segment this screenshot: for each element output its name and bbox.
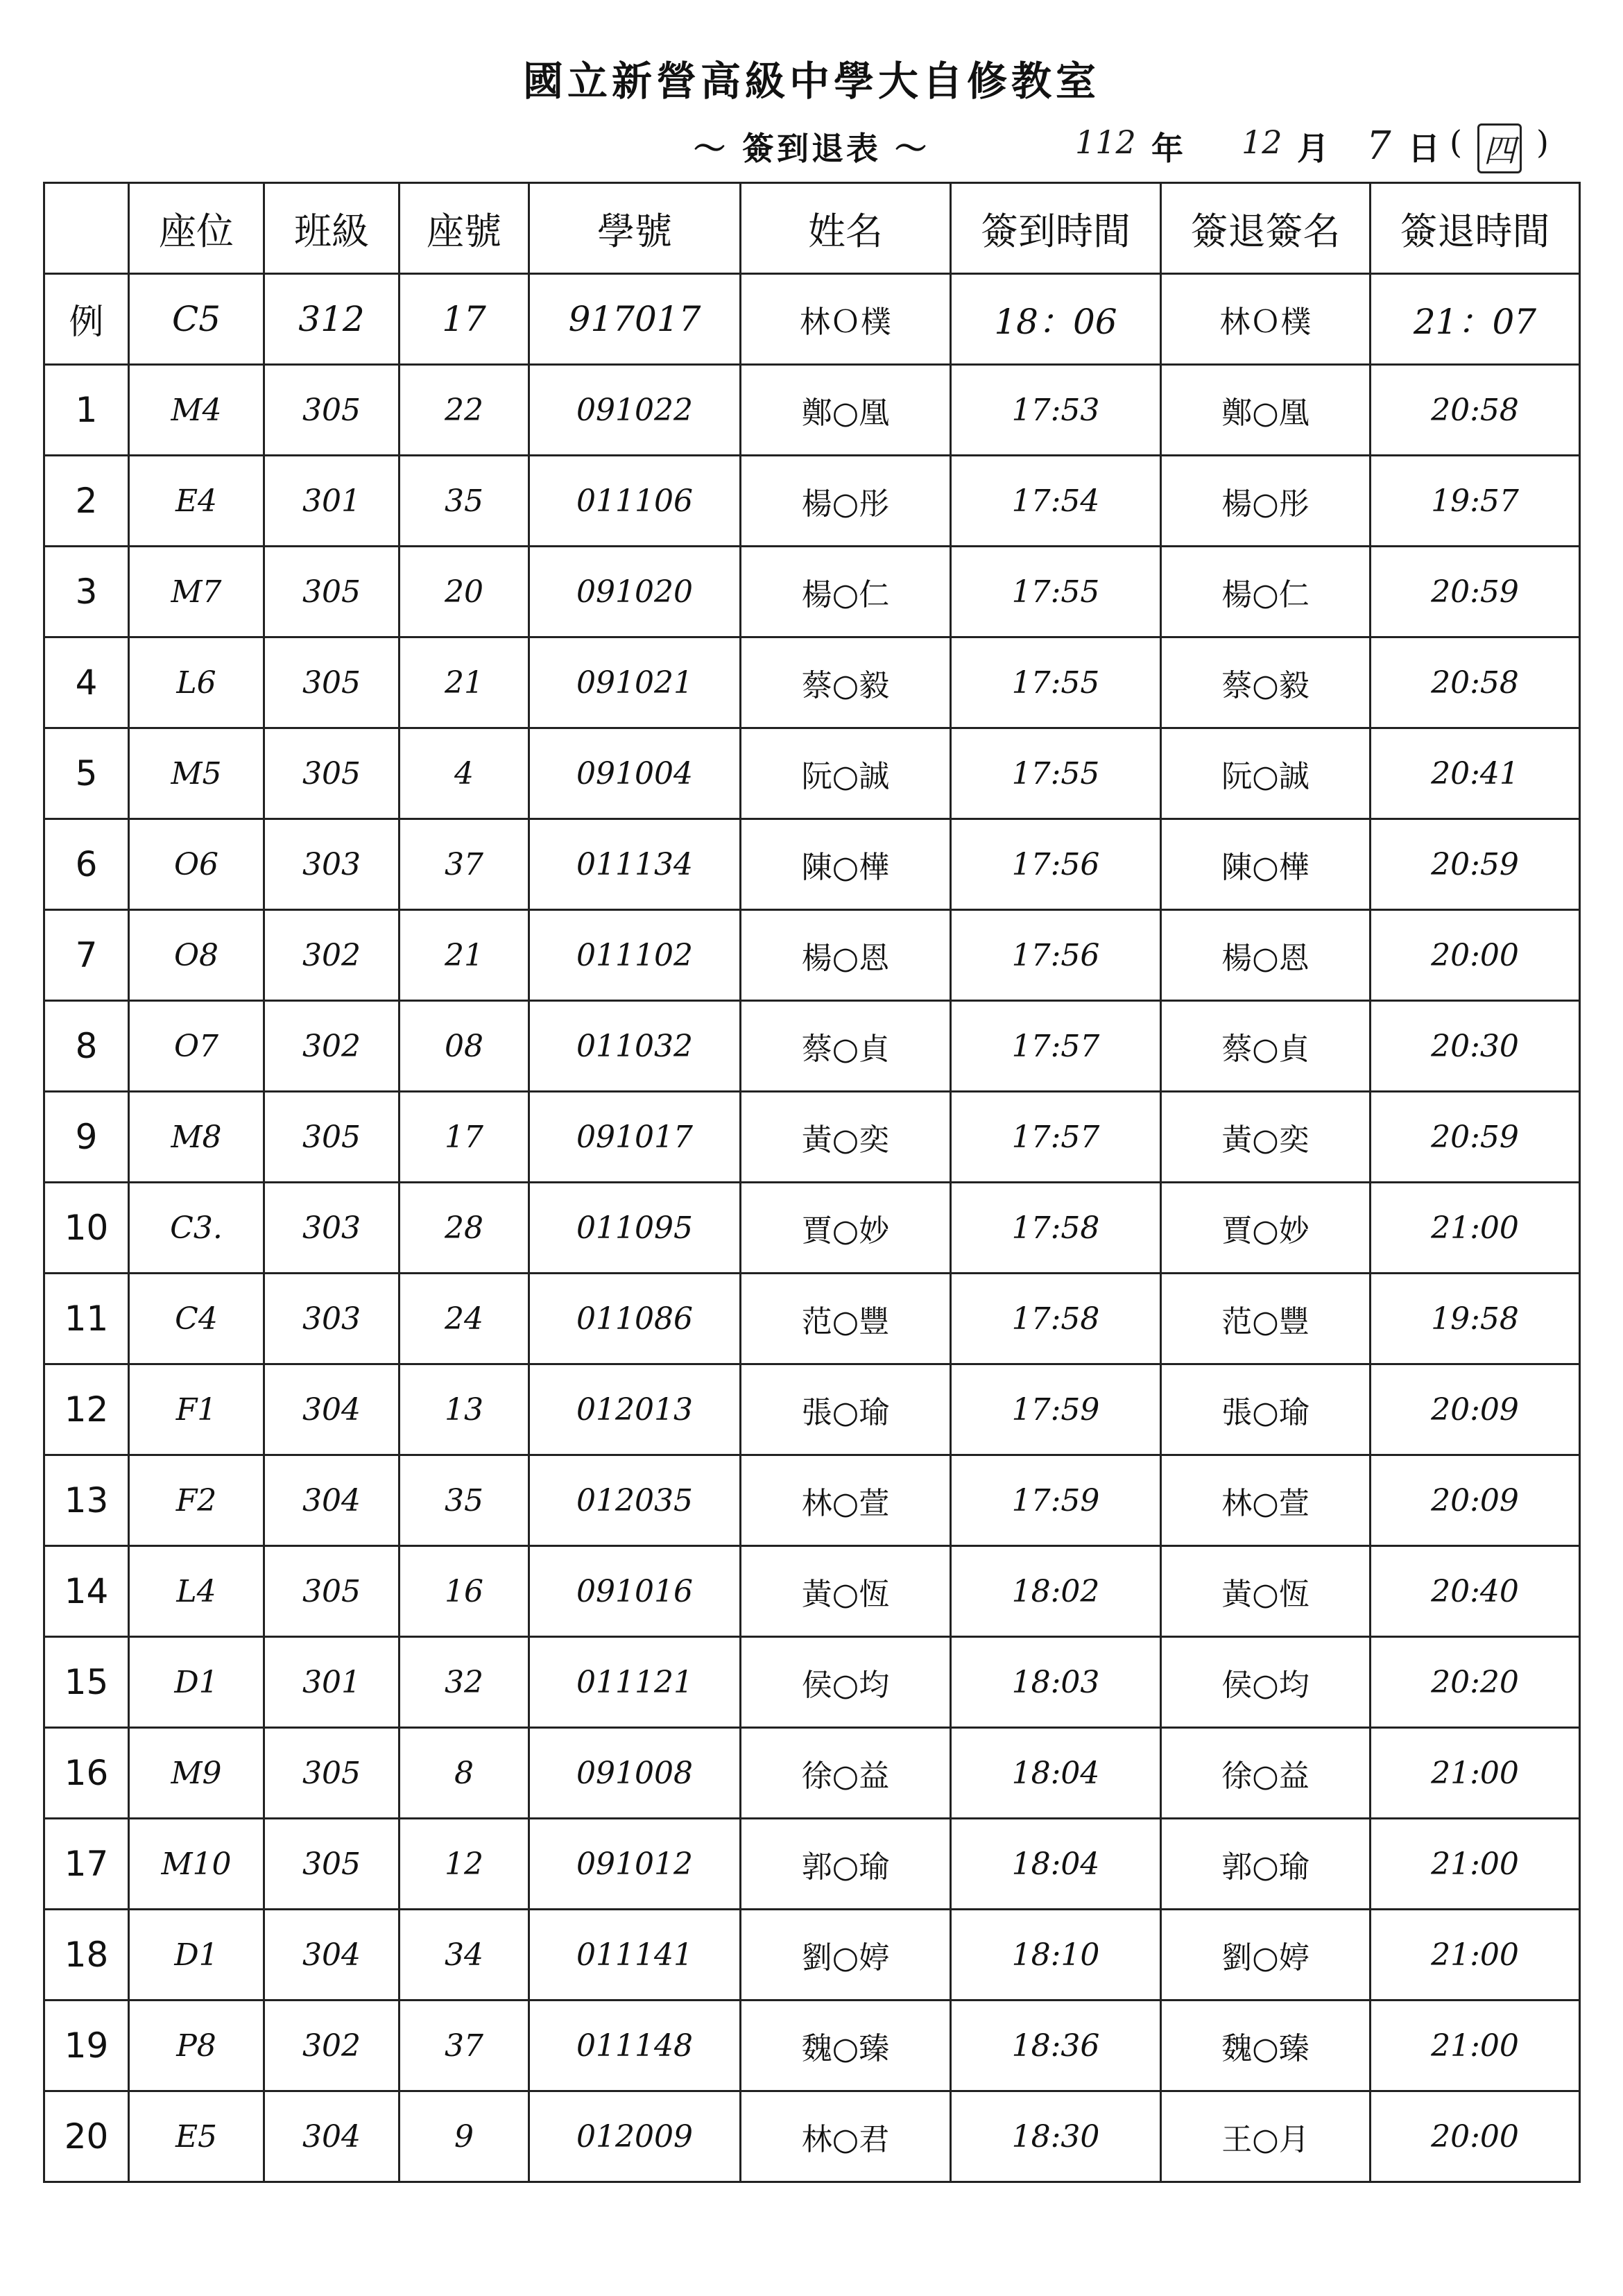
sign-in-time-cell: 17:59	[951, 1364, 1161, 1455]
date-month: 12	[1242, 123, 1282, 161]
table-row	[44, 819, 1580, 910]
table-row	[44, 1364, 1580, 1455]
name-cell: 黃○恆	[741, 1546, 951, 1637]
sign-out-signature-cell: 王○月	[1161, 2091, 1371, 2182]
name-cell: 劉○婷	[741, 1910, 951, 2001]
table-row	[44, 1183, 1580, 1274]
sign-out-time-cell: 20:40	[1371, 1546, 1580, 1637]
student-id-cell: 011121	[529, 1637, 741, 1728]
class-cell: 305	[264, 637, 400, 728]
name-cell: 楊○恩	[741, 910, 951, 1001]
row-number: 6	[44, 819, 129, 910]
student-id-cell: 917017	[529, 274, 741, 365]
seat-no-cell: 20	[400, 547, 529, 637]
row-number: 17	[44, 1819, 129, 1910]
weekday-close-paren: )	[1536, 123, 1549, 161]
sign-in-time-cell: 18:36	[951, 2001, 1161, 2091]
sign-out-signature-cell: 徐○益	[1161, 1728, 1371, 1819]
row-number: 11	[44, 1274, 129, 1364]
seat-no-cell: 4	[400, 728, 529, 819]
sign-in-time-cell: 17:55	[951, 637, 1161, 728]
sign-out-signature-cell: 林Ｏ樸	[1161, 274, 1371, 365]
sign-out-time-cell: 20:20	[1371, 1637, 1580, 1728]
sign-in-time-cell: 18:03	[951, 1637, 1161, 1728]
weekday-open-paren: (	[1450, 123, 1462, 161]
seat-cell: L4	[129, 1546, 264, 1637]
col-header-sign-out-signature: 簽退簽名	[1161, 183, 1371, 274]
seat-no-cell: 13	[400, 1364, 529, 1455]
sign-out-time-cell: 19:58	[1371, 1274, 1580, 1364]
class-cell: 304	[264, 1910, 400, 2001]
name-cell: 楊○仁	[741, 547, 951, 637]
sign-out-signature-cell: 賈○妙	[1161, 1183, 1371, 1274]
sign-out-signature-cell: 楊○恩	[1161, 910, 1371, 1001]
sign-out-time-cell: 20:41	[1371, 728, 1580, 819]
row-number: 8	[44, 1001, 129, 1092]
sign-out-signature-cell: 張○瑜	[1161, 1364, 1371, 1455]
sign-out-time-cell: 21：07	[1371, 274, 1580, 365]
sign-in-time-cell: 18:02	[951, 1546, 1161, 1637]
name-cell: 黃○奕	[741, 1092, 951, 1183]
sign-out-signature-cell: 黃○奕	[1161, 1092, 1371, 1183]
name-cell: 魏○臻	[741, 2001, 951, 2091]
student-id-cell: 011086	[529, 1274, 741, 1364]
seat-no-cell: 28	[400, 1183, 529, 1274]
sign-out-signature-cell: 范○豐	[1161, 1274, 1371, 1364]
sign-in-time-cell: 17:57	[951, 1092, 1161, 1183]
sign-in-time-cell: 17:55	[951, 728, 1161, 819]
sign-in-time-cell: 18:04	[951, 1819, 1161, 1910]
sign-out-time-cell: 20:00	[1371, 910, 1580, 1001]
row-number: 18	[44, 1910, 129, 2001]
class-cell: 301	[264, 456, 400, 547]
seat-cell: M10	[129, 1819, 264, 1910]
table-row	[44, 1455, 1580, 1546]
student-id-cell: 012035	[529, 1455, 741, 1546]
seat-no-cell: 35	[400, 1455, 529, 1546]
seat-cell: C5	[129, 274, 264, 365]
sign-in-table	[43, 182, 1581, 2183]
seat-cell: O7	[129, 1001, 264, 1092]
sign-in-time-cell: 17:56	[951, 910, 1161, 1001]
class-cell: 305	[264, 1546, 400, 1637]
table-row	[44, 1910, 1580, 2001]
table-row	[44, 1546, 1580, 1637]
seat-no-cell: 22	[400, 365, 529, 456]
class-cell: 302	[264, 910, 400, 1001]
seat-no-cell: 08	[400, 1001, 529, 1092]
class-cell: 301	[264, 1637, 400, 1728]
sign-out-time-cell: 21:00	[1371, 2001, 1580, 2091]
sign-in-time-cell: 17:58	[951, 1183, 1161, 1274]
sign-out-signature-cell: 侯○均	[1161, 1637, 1371, 1728]
table-row	[44, 365, 1580, 456]
class-cell: 304	[264, 1455, 400, 1546]
name-cell: 蔡○貞	[741, 1001, 951, 1092]
student-id-cell: 091016	[529, 1546, 741, 1637]
seat-cell: L6	[129, 637, 264, 728]
sign-out-signature-cell: 蔡○貞	[1161, 1001, 1371, 1092]
row-number: 1	[44, 365, 129, 456]
seat-no-cell: 32	[400, 1637, 529, 1728]
student-id-cell: 012009	[529, 2091, 741, 2182]
row-number: 10	[44, 1183, 129, 1274]
row-number: 15	[44, 1637, 129, 1728]
name-cell: 侯○均	[741, 1637, 951, 1728]
class-cell: 302	[264, 2001, 400, 2091]
seat-no-cell: 37	[400, 2001, 529, 2091]
name-cell: 鄭○凰	[741, 365, 951, 456]
row-number: 7	[44, 910, 129, 1001]
sign-out-time-cell: 20:58	[1371, 637, 1580, 728]
seat-no-cell: 21	[400, 637, 529, 728]
sign-in-time-cell: 17:59	[951, 1455, 1161, 1546]
col-header-index	[44, 183, 129, 274]
row-number: 3	[44, 547, 129, 637]
sign-in-time-cell: 17:58	[951, 1274, 1161, 1364]
class-cell: 312	[264, 274, 400, 365]
sign-in-time-cell: 18:10	[951, 1910, 1161, 2001]
class-cell: 305	[264, 1728, 400, 1819]
table-row	[44, 1637, 1580, 1728]
sign-out-signature-cell: 劉○婷	[1161, 1910, 1371, 2001]
date-year: 112	[1075, 123, 1136, 161]
seat-no-cell: 35	[400, 456, 529, 547]
seat-cell: M8	[129, 1092, 264, 1183]
seat-cell: D1	[129, 1637, 264, 1728]
seat-no-cell: 17	[400, 1092, 529, 1183]
sign-out-signature-cell: 楊○仁	[1161, 547, 1371, 637]
sign-out-signature-cell: 魏○臻	[1161, 2001, 1371, 2091]
seat-cell: F2	[129, 1455, 264, 1546]
sign-out-time-cell: 21:00	[1371, 1819, 1580, 1910]
sign-out-signature-cell: 郭○瑜	[1161, 1819, 1371, 1910]
student-id-cell: 091012	[529, 1819, 741, 1910]
seat-cell: O6	[129, 819, 264, 910]
class-cell: 305	[264, 365, 400, 456]
sign-out-signature-cell: 陳○樺	[1161, 819, 1371, 910]
class-cell: 304	[264, 2091, 400, 2182]
seat-cell: P8	[129, 2001, 264, 2091]
sign-in-time-cell: 17:57	[951, 1001, 1161, 1092]
student-id-cell: 091022	[529, 365, 741, 456]
row-number: 4	[44, 637, 129, 728]
student-id-cell: 012013	[529, 1364, 741, 1455]
sign-out-time-cell: 21:00	[1371, 1910, 1580, 2001]
date-month-label: 月	[1297, 130, 1329, 167]
seat-cell: M9	[129, 1728, 264, 1819]
name-cell: 楊○彤	[741, 456, 951, 547]
class-cell: 303	[264, 1183, 400, 1274]
seat-no-cell: 17	[400, 274, 529, 365]
student-id-cell: 011032	[529, 1001, 741, 1092]
sign-out-time-cell: 20:59	[1371, 1092, 1580, 1183]
student-id-cell: 091020	[529, 547, 741, 637]
name-cell: 賈○妙	[741, 1183, 951, 1274]
sheet-subtitle: ～ 簽到退表 ～	[694, 130, 930, 167]
class-cell: 305	[264, 1092, 400, 1183]
student-id-cell: 011095	[529, 1183, 741, 1274]
seat-cell: E5	[129, 2091, 264, 2182]
sign-out-signature-cell: 蔡○毅	[1161, 637, 1371, 728]
seat-cell: C4	[129, 1274, 264, 1364]
sign-in-time-cell: 17:54	[951, 456, 1161, 547]
table-row	[44, 1092, 1580, 1183]
sign-out-signature-cell: 楊○彤	[1161, 456, 1371, 547]
row-number: 20	[44, 2091, 129, 2182]
seat-no-cell: 34	[400, 1910, 529, 2001]
seat-cell: O8	[129, 910, 264, 1001]
date-weekday: 四	[1477, 123, 1522, 173]
sign-out-signature-cell: 黃○恆	[1161, 1546, 1371, 1637]
class-cell: 305	[264, 547, 400, 637]
table-row	[44, 728, 1580, 819]
table-row	[44, 1274, 1580, 1364]
row-number: 5	[44, 728, 129, 819]
sign-out-signature-cell: 林○萱	[1161, 1455, 1371, 1546]
row-number: 14	[44, 1546, 129, 1637]
student-id-cell: 091004	[529, 728, 741, 819]
class-cell: 302	[264, 1001, 400, 1092]
row-number: 例	[44, 274, 129, 365]
sign-out-time-cell: 20:09	[1371, 1364, 1580, 1455]
student-id-cell: 091021	[529, 637, 741, 728]
col-header-name: 姓名	[741, 183, 951, 274]
col-header-class: 班級	[264, 183, 400, 274]
table-row	[44, 1728, 1580, 1819]
seat-no-cell: 9	[400, 2091, 529, 2182]
seat-no-cell: 8	[400, 1728, 529, 1819]
sign-out-time-cell: 20:58	[1371, 365, 1580, 456]
col-header-student-id: 學號	[529, 183, 741, 274]
col-header-sign-out-time: 簽退時間	[1371, 183, 1580, 274]
table-row	[44, 2091, 1580, 2182]
sign-out-time-cell: 20:59	[1371, 547, 1580, 637]
table-row	[44, 1001, 1580, 1092]
row-number: 16	[44, 1728, 129, 1819]
sign-out-time-cell: 21:00	[1371, 1728, 1580, 1819]
class-cell: 303	[264, 1274, 400, 1364]
student-id-cell: 091017	[529, 1092, 741, 1183]
name-cell: 阮○誠	[741, 728, 951, 819]
seat-cell: D1	[129, 1910, 264, 2001]
col-header-seat-no: 座號	[400, 183, 529, 274]
seat-no-cell: 21	[400, 910, 529, 1001]
sign-out-signature-cell: 鄭○凰	[1161, 365, 1371, 456]
student-id-cell: 091008	[529, 1728, 741, 1819]
seat-no-cell: 37	[400, 819, 529, 910]
name-cell: 蔡○毅	[741, 637, 951, 728]
seat-cell: E4	[129, 456, 264, 547]
subtitle-row	[0, 123, 1623, 179]
name-cell: 林Ｏ樸	[741, 274, 951, 365]
sign-out-time-cell: 21:00	[1371, 1183, 1580, 1274]
sign-in-time-cell: 18:04	[951, 1728, 1161, 1819]
sign-in-time-cell: 18:30	[951, 2091, 1161, 2182]
row-number: 13	[44, 1455, 129, 1546]
name-cell: 范○豐	[741, 1274, 951, 1364]
seat-cell: M7	[129, 547, 264, 637]
name-cell: 郭○瑜	[741, 1819, 951, 1910]
class-cell: 305	[264, 1819, 400, 1910]
row-number: 19	[44, 2001, 129, 2091]
sign-in-time-cell: 18：06	[951, 274, 1161, 365]
row-number: 12	[44, 1364, 129, 1455]
sign-in-time-cell: 17:55	[951, 547, 1161, 637]
name-cell: 林○君	[741, 2091, 951, 2182]
student-id-cell: 011102	[529, 910, 741, 1001]
sign-in-time-cell: 17:53	[951, 365, 1161, 456]
col-header-sign-in-time: 簽到時間	[951, 183, 1161, 274]
header-row	[44, 183, 1580, 274]
sign-in-time-cell: 17:56	[951, 819, 1161, 910]
seat-cell: M5	[129, 728, 264, 819]
student-id-cell: 011148	[529, 2001, 741, 2091]
sign-out-time-cell: 19:57	[1371, 456, 1580, 547]
class-cell: 303	[264, 819, 400, 910]
seat-no-cell: 12	[400, 1819, 529, 1910]
seat-no-cell: 24	[400, 1274, 529, 1364]
table-row	[44, 456, 1580, 547]
name-cell: 徐○益	[741, 1728, 951, 1819]
student-id-cell: 011106	[529, 456, 741, 547]
row-number: 9	[44, 1092, 129, 1183]
table-row	[44, 547, 1580, 637]
seat-no-cell: 16	[400, 1546, 529, 1637]
sign-out-time-cell: 20:09	[1371, 1455, 1580, 1546]
class-cell: 305	[264, 728, 400, 819]
name-cell: 張○瑜	[741, 1364, 951, 1455]
table-row	[44, 637, 1580, 728]
sign-out-time-cell: 20:30	[1371, 1001, 1580, 1092]
seat-cell: F1	[129, 1364, 264, 1455]
name-cell: 林○萱	[741, 1455, 951, 1546]
date-year-label: 年	[1151, 130, 1183, 167]
row-number: 2	[44, 456, 129, 547]
sign-out-signature-cell: 阮○誠	[1161, 728, 1371, 819]
sign-out-time-cell: 20:59	[1371, 819, 1580, 910]
class-cell: 304	[264, 1364, 400, 1455]
date-day: 7	[1366, 123, 1391, 169]
table-row	[44, 1819, 1580, 1910]
date-day-label: 日	[1408, 130, 1440, 167]
student-id-cell: 011141	[529, 1910, 741, 2001]
name-cell: 陳○樺	[741, 819, 951, 910]
col-header-seat: 座位	[129, 183, 264, 274]
sheet-title: 國立新營高級中學大自修教室	[522, 58, 1100, 105]
student-id-cell: 011134	[529, 819, 741, 910]
table-row	[44, 2001, 1580, 2091]
seat-cell: M4	[129, 365, 264, 456]
example-row	[44, 274, 1580, 365]
table-row	[44, 910, 1580, 1001]
sign-out-time-cell: 20:00	[1371, 2091, 1580, 2182]
seat-cell: C3.	[129, 1183, 264, 1274]
